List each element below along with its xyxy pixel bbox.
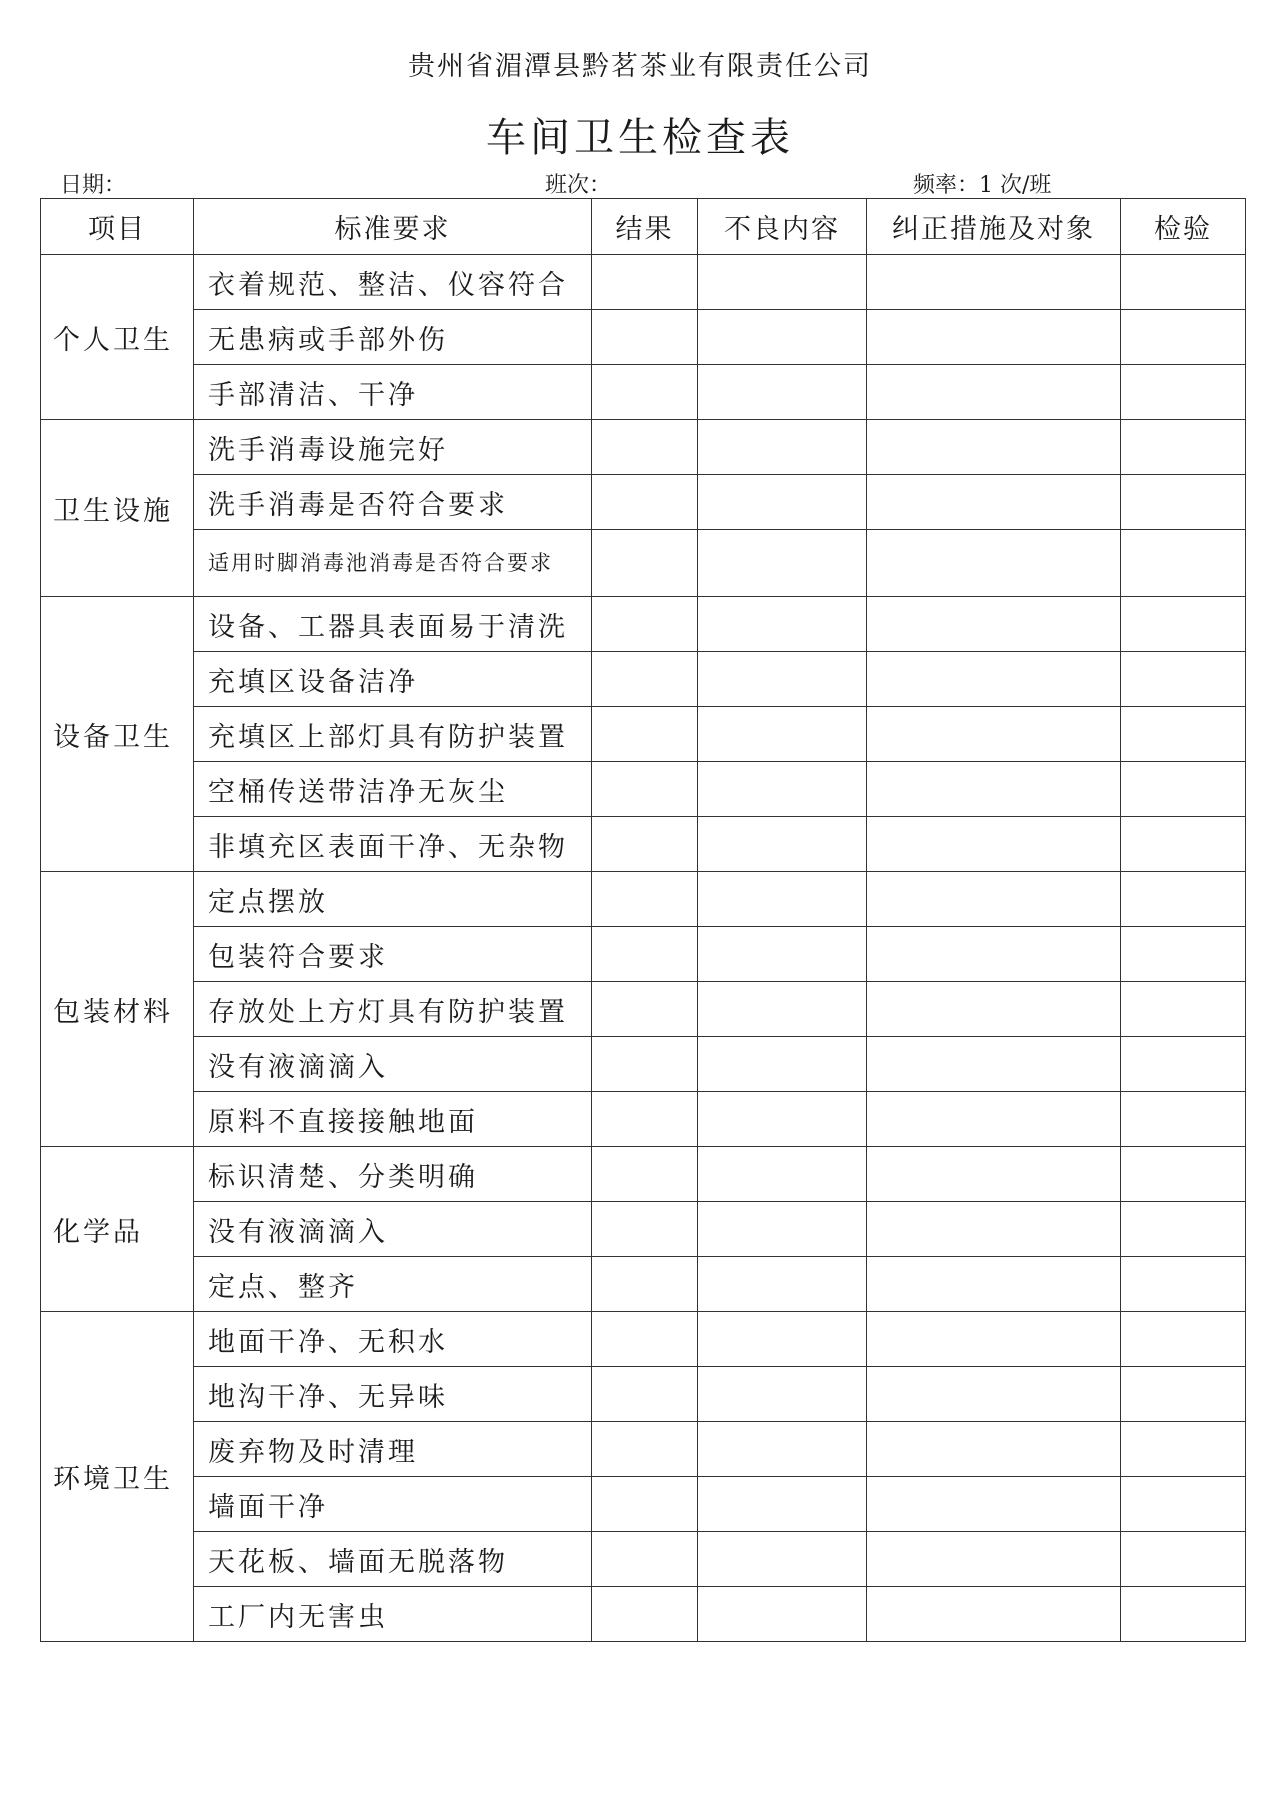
table-row	[41, 982, 1246, 1037]
result-cell[interactable]	[592, 1147, 698, 1202]
category-cell: 包装材料	[41, 872, 194, 1147]
requirement-cell: 设备、工器具表面易于清洗	[194, 597, 592, 652]
column-header: 纠正措施及对象	[867, 199, 1121, 255]
table-row	[41, 1587, 1246, 1642]
result-cell[interactable]	[592, 817, 698, 872]
result-cell[interactable]	[592, 652, 698, 707]
table-row	[41, 762, 1246, 817]
defect-cell[interactable]	[698, 1532, 867, 1587]
verification-cell[interactable]	[1121, 420, 1246, 475]
requirement-cell: 原料不直接接触地面	[194, 1092, 592, 1147]
corrective-action-cell[interactable]	[867, 1092, 1121, 1147]
defect-cell[interactable]	[698, 872, 867, 927]
defect-cell[interactable]	[698, 1587, 867, 1642]
verification-cell[interactable]	[1121, 982, 1246, 1037]
verification-cell[interactable]	[1121, 1312, 1246, 1367]
verification-cell[interactable]	[1121, 310, 1246, 365]
corrective-action-cell[interactable]	[867, 420, 1121, 475]
table-row	[41, 530, 1246, 597]
requirement-cell: 工厂内无害虫	[194, 1587, 592, 1642]
verification-cell[interactable]	[1121, 707, 1246, 762]
corrective-action-cell[interactable]	[867, 1257, 1121, 1312]
result-cell[interactable]	[592, 927, 698, 982]
result-cell[interactable]	[592, 597, 698, 652]
table-row	[41, 420, 1246, 475]
requirement-cell: 墙面干净	[194, 1477, 592, 1532]
column-header: 标准要求	[194, 199, 592, 255]
table-row	[41, 310, 1246, 365]
verification-cell[interactable]	[1121, 927, 1246, 982]
corrective-action-cell[interactable]	[867, 1477, 1121, 1532]
requirement-cell: 废弃物及时清理	[194, 1422, 592, 1477]
company-name: 贵州省湄潭县黔茗茶业有限责任公司	[408, 51, 872, 82]
defect-cell[interactable]	[698, 1312, 867, 1367]
defect-cell[interactable]	[698, 762, 867, 817]
result-cell[interactable]	[592, 982, 698, 1037]
corrective-action-cell[interactable]	[867, 927, 1121, 982]
defect-cell[interactable]	[698, 927, 867, 982]
verification-cell[interactable]	[1121, 817, 1246, 872]
result-cell[interactable]	[592, 1477, 698, 1532]
header-row	[41, 199, 1246, 255]
defect-cell[interactable]	[698, 982, 867, 1037]
defect-cell[interactable]	[698, 1092, 867, 1147]
requirement-cell: 充填区上部灯具有防护装置	[194, 707, 592, 762]
table-row	[41, 1037, 1246, 1092]
verification-cell[interactable]	[1121, 475, 1246, 530]
table-row	[41, 1312, 1246, 1367]
verification-cell[interactable]	[1121, 652, 1246, 707]
requirement-cell: 天花板、墙面无脱落物	[194, 1532, 592, 1587]
defect-cell[interactable]	[698, 597, 867, 652]
corrective-action-cell[interactable]	[867, 1312, 1121, 1367]
requirement-cell: 非填充区表面干净、无杂物	[194, 817, 592, 872]
corrective-action-cell[interactable]	[867, 872, 1121, 927]
verification-cell[interactable]	[1121, 255, 1246, 310]
result-cell[interactable]	[592, 530, 698, 597]
requirement-cell: 手部清洁、干净	[194, 365, 592, 420]
result-cell[interactable]	[592, 255, 698, 310]
category-cell: 化学品	[41, 1147, 194, 1312]
verification-cell[interactable]	[1121, 1422, 1246, 1477]
result-cell[interactable]	[592, 310, 698, 365]
table-row	[41, 1202, 1246, 1257]
defect-cell[interactable]	[698, 420, 867, 475]
corrective-action-cell[interactable]	[867, 597, 1121, 652]
table-row	[41, 652, 1246, 707]
result-cell[interactable]	[592, 475, 698, 530]
corrective-action-cell[interactable]	[867, 1367, 1121, 1422]
verification-cell[interactable]	[1121, 872, 1246, 927]
defect-cell[interactable]	[698, 652, 867, 707]
corrective-action-cell[interactable]	[867, 310, 1121, 365]
defect-cell[interactable]	[698, 255, 867, 310]
verification-cell[interactable]	[1121, 1037, 1246, 1092]
column-header: 项目	[41, 199, 194, 255]
table-row	[41, 1422, 1246, 1477]
requirement-cell: 洗手消毒设施完好	[194, 420, 592, 475]
defect-cell[interactable]	[698, 817, 867, 872]
verification-cell[interactable]	[1121, 762, 1246, 817]
corrective-action-cell[interactable]	[867, 1147, 1121, 1202]
requirement-cell: 地面干净、无积水	[194, 1312, 592, 1367]
table-row	[41, 817, 1246, 872]
corrective-action-cell[interactable]	[867, 982, 1121, 1037]
form-title: 车间卫生检查表	[486, 115, 794, 161]
table-row	[41, 1092, 1246, 1147]
verification-cell[interactable]	[1121, 1092, 1246, 1147]
result-cell[interactable]	[592, 1092, 698, 1147]
result-cell[interactable]	[592, 707, 698, 762]
column-header: 结果	[592, 199, 698, 255]
result-cell[interactable]	[592, 1587, 698, 1642]
defect-cell[interactable]	[698, 530, 867, 597]
category-cell: 环境卫生	[41, 1312, 194, 1642]
result-cell[interactable]	[592, 1532, 698, 1587]
requirement-cell: 适用时脚消毒池消毒是否符合要求	[194, 530, 592, 597]
corrective-action-cell[interactable]	[867, 1587, 1121, 1642]
corrective-action-cell[interactable]	[867, 255, 1121, 310]
defect-cell[interactable]	[698, 1202, 867, 1257]
column-header: 不良内容	[698, 199, 867, 255]
verification-cell[interactable]	[1121, 365, 1246, 420]
corrective-action-cell[interactable]	[867, 530, 1121, 597]
verification-cell[interactable]	[1121, 1202, 1246, 1257]
verification-cell[interactable]	[1121, 597, 1246, 652]
category-cell: 个人卫生	[41, 255, 194, 420]
verification-cell[interactable]	[1121, 1257, 1246, 1312]
verification-cell[interactable]	[1121, 1367, 1246, 1422]
date-label: 日期：	[60, 173, 127, 198]
defect-cell[interactable]	[698, 310, 867, 365]
frequency-label: 频率：1 次/班	[913, 173, 1052, 198]
corrective-action-cell[interactable]	[867, 1202, 1121, 1257]
requirement-cell: 定点摆放	[194, 872, 592, 927]
defect-cell[interactable]	[698, 707, 867, 762]
table-row	[41, 1367, 1246, 1422]
result-cell[interactable]	[592, 1367, 698, 1422]
defect-cell[interactable]	[698, 1257, 867, 1312]
defect-cell[interactable]	[698, 1477, 867, 1532]
requirement-cell: 定点、整齐	[194, 1257, 592, 1312]
result-cell[interactable]	[592, 1422, 698, 1477]
shift-label: 班次：	[545, 173, 612, 198]
verification-cell[interactable]	[1121, 1147, 1246, 1202]
requirement-cell: 没有液滴滴入	[194, 1037, 592, 1092]
requirement-cell: 充填区设备洁净	[194, 652, 592, 707]
corrective-action-cell[interactable]	[867, 652, 1121, 707]
category-cell: 卫生设施	[41, 420, 194, 597]
category-cell: 设备卫生	[41, 597, 194, 872]
defect-cell[interactable]	[698, 1147, 867, 1202]
table-body	[41, 255, 1246, 1642]
verification-cell[interactable]	[1121, 1477, 1246, 1532]
corrective-action-cell[interactable]	[867, 1037, 1121, 1092]
result-cell[interactable]	[592, 762, 698, 817]
defect-cell[interactable]	[698, 1037, 867, 1092]
corrective-action-cell[interactable]	[867, 817, 1121, 872]
requirement-cell: 空桶传送带洁净无灰尘	[194, 762, 592, 817]
table-row	[41, 1257, 1246, 1312]
defect-cell[interactable]	[698, 365, 867, 420]
requirement-cell: 无患病或手部外伤	[194, 310, 592, 365]
table-row	[41, 1477, 1246, 1532]
table-row	[41, 872, 1246, 927]
requirement-cell: 地沟干净、无异味	[194, 1367, 592, 1422]
table-row	[41, 927, 1246, 982]
result-cell[interactable]	[592, 1037, 698, 1092]
inspection-table	[40, 198, 1246, 1642]
corrective-action-cell[interactable]	[867, 1422, 1121, 1477]
requirement-cell: 衣着规范、整洁、仪容符合	[194, 255, 592, 310]
result-cell[interactable]	[592, 365, 698, 420]
verification-cell[interactable]	[1121, 1587, 1246, 1642]
requirement-cell: 存放处上方灯具有防护装置	[194, 982, 592, 1037]
corrective-action-cell[interactable]	[867, 1532, 1121, 1587]
result-cell[interactable]	[592, 872, 698, 927]
corrective-action-cell[interactable]	[867, 762, 1121, 817]
column-header: 检验	[1121, 199, 1246, 255]
defect-cell[interactable]	[698, 475, 867, 530]
defect-cell[interactable]	[698, 1422, 867, 1477]
requirement-cell: 洗手消毒是否符合要求	[194, 475, 592, 530]
table-row	[41, 365, 1246, 420]
verification-cell[interactable]	[1121, 1532, 1246, 1587]
requirement-cell: 包装符合要求	[194, 927, 592, 982]
corrective-action-cell[interactable]	[867, 475, 1121, 530]
defect-cell[interactable]	[698, 1367, 867, 1422]
corrective-action-cell[interactable]	[867, 707, 1121, 762]
table-row	[41, 475, 1246, 530]
requirement-cell: 标识清楚、分类明确	[194, 1147, 592, 1202]
table-row	[41, 1147, 1246, 1202]
verification-cell[interactable]	[1121, 530, 1246, 597]
table-row	[41, 597, 1246, 652]
table-row	[41, 1532, 1246, 1587]
corrective-action-cell[interactable]	[867, 365, 1121, 420]
result-cell[interactable]	[592, 1312, 698, 1367]
result-cell[interactable]	[592, 1257, 698, 1312]
table-row	[41, 255, 1246, 310]
result-cell[interactable]	[592, 1202, 698, 1257]
table-row	[41, 707, 1246, 762]
result-cell[interactable]	[592, 420, 698, 475]
requirement-cell: 没有液滴滴入	[194, 1202, 592, 1257]
